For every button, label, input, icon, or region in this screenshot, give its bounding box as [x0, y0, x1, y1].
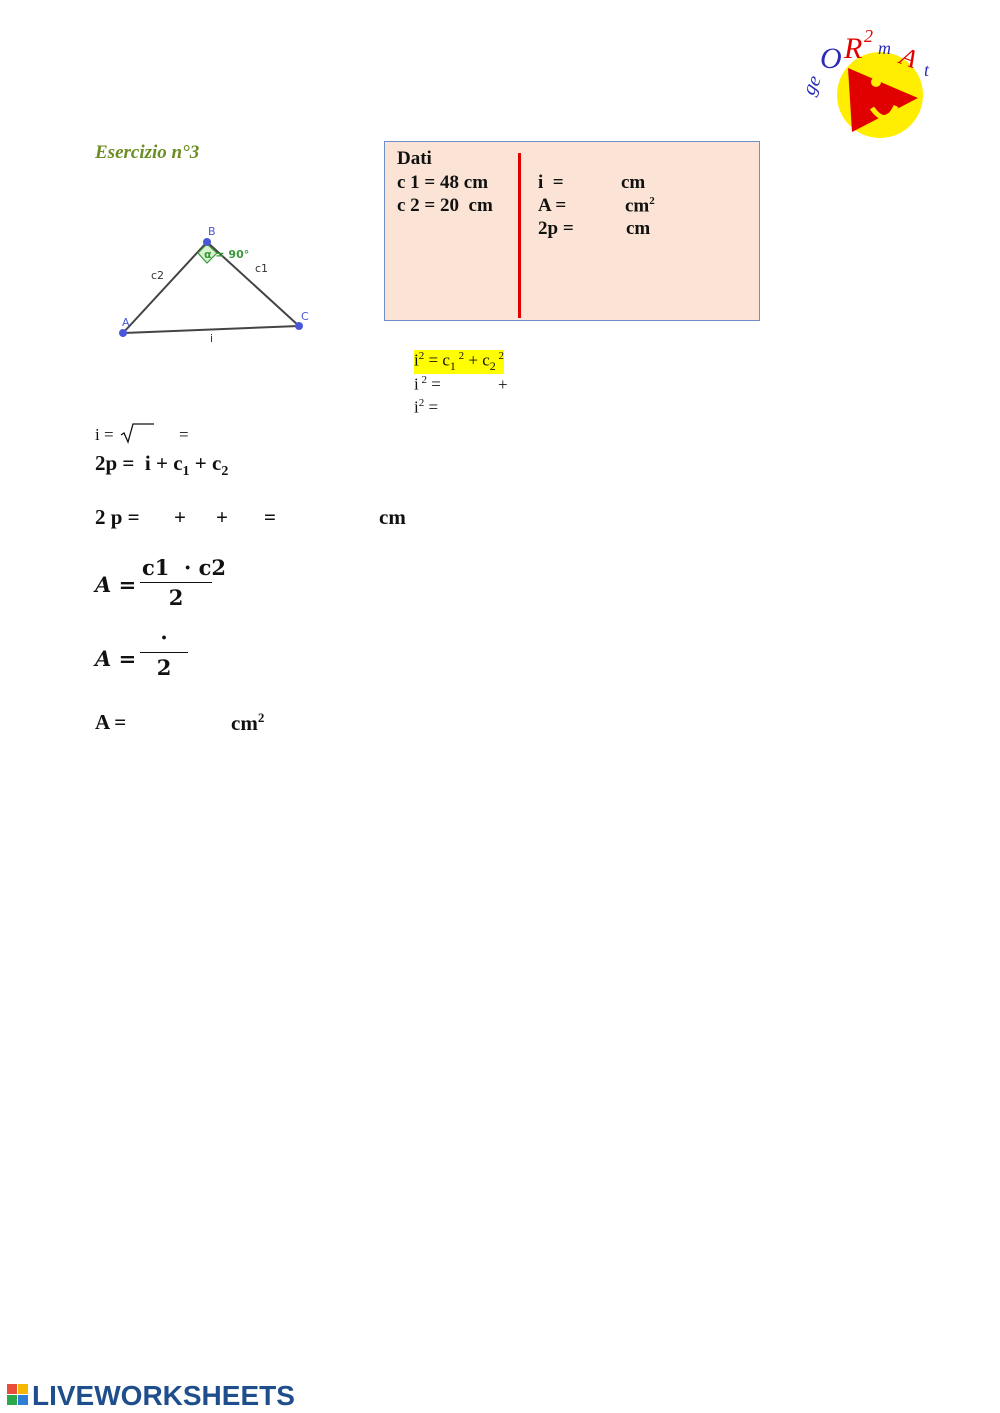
vertex-b-point [203, 238, 211, 246]
liveworksheets-brand: LIVEWORKSHEETS [32, 1380, 295, 1411]
side-c2-line [123, 242, 207, 333]
dati-divider [518, 153, 521, 318]
pythagoras-formula [414, 350, 504, 374]
perimeter-sub1: 1 [182, 464, 190, 480]
perimeter-calc-plus-1: + [174, 505, 186, 529]
vertex-c-point [295, 322, 303, 330]
perimeter-calc-plus-2: + [216, 505, 228, 529]
area-formula-lhs: A = [95, 572, 137, 597]
vertex-b-label: B [208, 225, 216, 238]
unknown-i-unit: cm [621, 172, 646, 193]
liveworksheets-logo-icon [7, 1384, 29, 1411]
triangle-diagram [110, 222, 320, 347]
perimeter-calc-unit: cm [379, 505, 406, 529]
angle-label: α = 90° [204, 248, 250, 261]
area-result-lhs: A = [95, 710, 127, 734]
step3-sup: 2 [418, 397, 425, 409]
area-calc-lhs: A = [95, 646, 137, 671]
area-calc-fraction [140, 625, 188, 680]
pyth-c2-sup: 2 [495, 350, 505, 362]
step3-eq: = [424, 397, 439, 417]
unknown-a-label: A = [538, 195, 567, 216]
unknown-2p-label: 2p = [538, 218, 574, 239]
step2-sup: 2 [418, 374, 427, 386]
side-i-label: i [210, 332, 214, 345]
geormat-logo [800, 20, 950, 140]
unknown-a-unit [625, 195, 655, 217]
dati-given-2: c 2 = 20 cm [397, 195, 493, 216]
dati-given-1: c 1 = 48 cm [397, 172, 489, 193]
area-result-unit-sup: 2 [257, 710, 265, 725]
area-result-unit [231, 710, 264, 736]
pyth-i-sup: 2 [418, 350, 425, 362]
pyth-c2-sub: 2 [489, 359, 496, 374]
pyth-c1-sub: 1 [449, 359, 456, 374]
side-c2-label: c2 [151, 269, 165, 282]
area-formula-fraction [140, 555, 227, 610]
pyth-i: i [414, 350, 419, 370]
pythagoras-step-2 [414, 374, 441, 395]
step2-eq: = [426, 374, 441, 394]
perimeter-calc-eq: = [264, 505, 276, 529]
vertex-a-label: A [122, 316, 130, 329]
perimeter-formula-mid: + c [189, 451, 222, 475]
area-calc-denominator: 2 [156, 655, 172, 680]
unknown-i-label: i = [538, 172, 564, 193]
perimeter-formula [95, 451, 228, 480]
exercise-title: Esercizio n°3 [95, 142, 200, 163]
sqrt-icon [120, 421, 156, 450]
pyth-c1-sup: 2 [455, 350, 465, 362]
unknown-a-unit-text: cm [625, 195, 650, 217]
pyth-plus: + c [464, 350, 490, 370]
step2-i: i [414, 374, 419, 394]
area-formula-numerator: c1 · c2 [140, 555, 212, 583]
perimeter-sub2: 2 [221, 464, 229, 480]
sqrt-line-lhs: i = [95, 425, 114, 444]
side-c1-label: c1 [255, 262, 269, 275]
svg-text:ge: ge [800, 71, 826, 99]
area-calc-numerator: · [140, 625, 188, 653]
step3-i: i [414, 397, 419, 417]
svg-text:m: m [878, 38, 891, 58]
svg-text:2: 2 [864, 26, 873, 46]
perimeter-calc-lhs: 2 p = [95, 505, 140, 529]
svg-text:A: A [896, 41, 922, 74]
perimeter-formula-lhs: 2p = i + c [95, 451, 183, 475]
pythagoras-step-2-plus: + [498, 375, 508, 394]
pyth-eq: = c [424, 350, 450, 370]
dati-heading: Dati [397, 148, 432, 169]
svg-text:t: t [924, 60, 930, 80]
sqrt-line-eq: = [179, 425, 189, 444]
area-result-unit-text: cm [231, 711, 258, 735]
pythagoras-step-3 [414, 397, 438, 418]
unknown-a-unit-sup: 2 [649, 195, 655, 207]
svg-text:R: R [844, 32, 863, 65]
vertex-a-point [119, 329, 127, 337]
svg-text:O: O [820, 42, 842, 75]
area-formula-denominator: 2 [168, 585, 184, 610]
vertex-c-label: C [301, 310, 309, 323]
unknown-2p-unit: cm [626, 218, 651, 239]
